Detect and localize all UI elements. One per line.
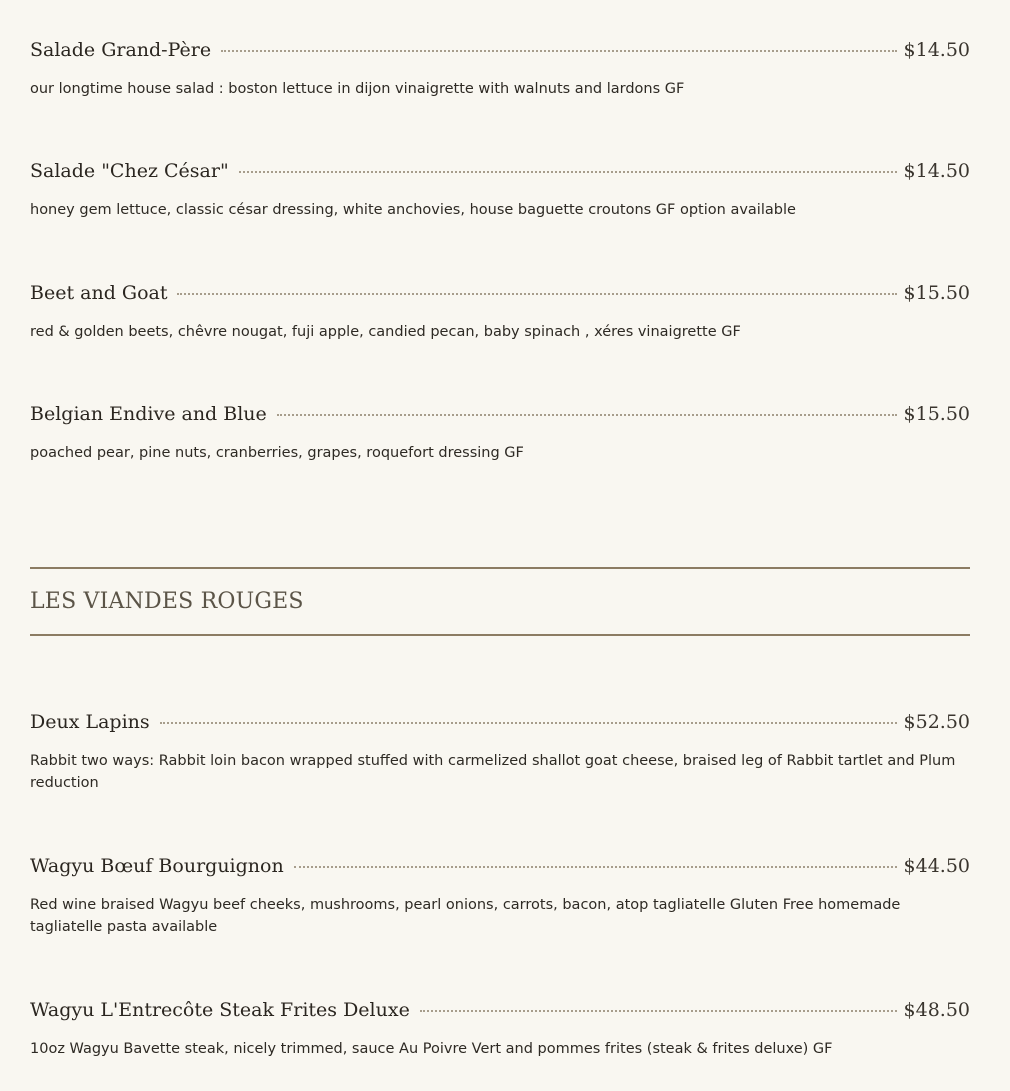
- menu-item-name: Beet and Goat: [30, 282, 168, 304]
- menu-item: [30, 998, 970, 1060]
- menu-item-description: 10oz Wagyu Bavette steak, nicely trimmed, sauce Au Poivre Vert and pommes frites (steak & frites deluxe) GF: [30, 1041, 833, 1057]
- section-header: [30, 567, 970, 636]
- menu-item: [30, 710, 970, 794]
- menu-item-description: our longtime house salad : boston lettuce in dijon vinaigrette with walnuts and lardons GF: [30, 81, 685, 97]
- menu-item-price: $52.50: [903, 711, 970, 733]
- menu-item-header: [30, 281, 970, 305]
- menu-item-name: Wagyu L'Entrecôte Steak Frites Deluxe: [30, 999, 410, 1021]
- menu-item: [30, 159, 970, 221]
- section-title: LES VIANDES ROUGES: [30, 589, 304, 614]
- menu-item-name: Salade Grand-Père: [30, 39, 212, 61]
- menu-item-price: $15.50: [903, 403, 970, 425]
- menu-item-header: [30, 159, 970, 183]
- menu-item-header: [30, 38, 970, 62]
- menu-item: [30, 402, 970, 464]
- menu-item-header: [30, 854, 970, 878]
- menu-item-price: $15.50: [903, 282, 970, 304]
- menu-item-description: poached pear, pine nuts, cranberries, grapes, roquefort dressing GF: [30, 445, 524, 461]
- dotted-leader: [239, 171, 897, 173]
- menu-item-price: $48.50: [903, 999, 970, 1021]
- menu-item-header: [30, 402, 970, 426]
- menu-item-header: [30, 998, 970, 1022]
- menu-item: [30, 854, 970, 938]
- menu-item-price: $44.50: [903, 855, 970, 877]
- menu-item-header: [30, 710, 970, 734]
- menu-item-description: Rabbit two ways: Rabbit loin bacon wrapped stuffed with carmelized shallot goat cheese, braised leg of Rabbit tartlet and Plum reduction: [30, 753, 956, 791]
- dotted-leader: [277, 414, 897, 416]
- dotted-leader: [177, 293, 896, 295]
- menu-item-name: Wagyu Bœuf Bourguignon: [30, 855, 284, 877]
- menu-item-description: Red wine braised Wagyu beef cheeks, mushrooms, pearl onions, carrots, bacon, atop tagliatelle Gluten Free homemade tagliatelle pasta available: [30, 897, 901, 935]
- dotted-leader: [420, 1010, 897, 1012]
- dotted-leader: [221, 50, 896, 52]
- menu-item: [30, 38, 970, 100]
- menu-item-name: Deux Lapins: [30, 711, 150, 733]
- menu-item-name: Salade "Chez César": [30, 160, 229, 182]
- menu-item-description: red & golden beets, chêvre nougat, fuji apple, candied pecan, baby spinach , xéres vinaigrette GF: [30, 324, 741, 340]
- dotted-leader: [160, 722, 897, 724]
- menu-item-name: Belgian Endive and Blue: [30, 403, 267, 425]
- menu-item-price: $14.50: [903, 160, 970, 182]
- dotted-leader: [294, 866, 897, 868]
- menu-item: [30, 281, 970, 343]
- menu-item-price: $14.50: [903, 39, 970, 61]
- menu-item-description: honey gem lettuce, classic césar dressing, white anchovies, house baguette croutons GF option available: [30, 202, 796, 218]
